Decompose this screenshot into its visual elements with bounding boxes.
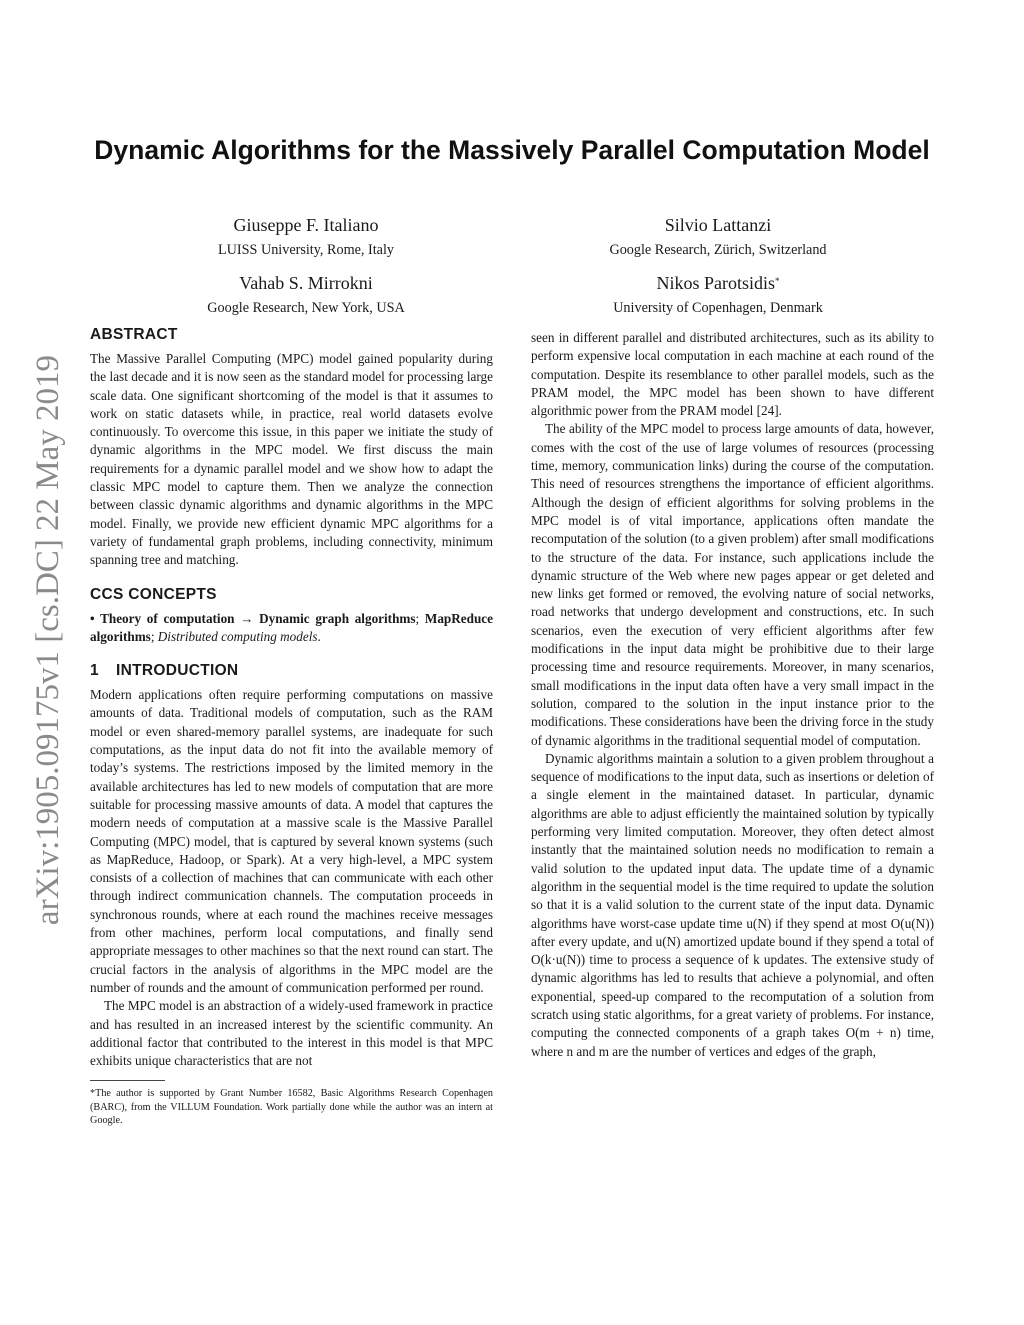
author-name [553, 272, 883, 294]
left-column [90, 325, 493, 1128]
right-column [531, 329, 934, 1061]
ccs-concept: MapReduce algorithms [90, 610, 494, 644]
author-block [141, 272, 471, 318]
author-affiliation: Google Research, New York, USA [207, 300, 405, 316]
author-affiliation: Google Research, Zürich, Switzerland [609, 242, 827, 258]
author-name: Silvio Lattanzi [664, 215, 772, 235]
author-block [553, 272, 883, 318]
ccs-bullet: • [90, 610, 95, 626]
section-number: 1 [90, 662, 99, 680]
ccs-separator: ; [150, 628, 155, 644]
body-paragraph: The MPC model is an abstraction of a widely-used framework in practice and has resulted in an increased interest by the scientific community. An additional factor that contributed to the interest in this model is that MPC exhibits unique characteristics that are not [90, 998, 493, 1069]
author-block [553, 214, 883, 260]
author-block [141, 214, 471, 260]
author-affiliation: University of Copenhagen, Denmark [613, 300, 823, 316]
body-paragraph: seen in different parallel and distributed architectures, such as its ability to perform expensive local computation in each machine at each round of the computation. Despite its resemblance to other parallel models, such as the PRAM model, the MPC model has been shown to have different algorithmic power from the PRAM model [24]. [531, 330, 934, 419]
footnote-divider [90, 1080, 165, 1081]
paper-title: Dynamic Algorithms for the Massively Parallel Computation Model [94, 135, 930, 165]
author-name: Vahab S. Mirrokni [239, 273, 373, 293]
author-affiliation: LUISS University, Rome, Italy [217, 242, 394, 258]
author-name: Giuseppe F. Italiano [233, 215, 379, 235]
ccs-end: . [317, 628, 321, 644]
body-paragraph: The ability of the MPC model to process large amounts of data, however, comes with the cost of the use of large volumes of resources (processing time, memory, communication links) during the course of the computation. This need of resources strengthens the importance of efficient algorithms. Although the design of efficient algorithms for solving problems in the MPC model is of vital importance, applications often mandate the recomputation of the solution (to a given problem) after small modifications to the structure of the data. For instance, such applications include the dynamic structure of the Web where new pages appear or get deleted and new links get formed or removed, the evolving nature of social networks, road networks that undergo development and constructions, etc. In such scenarios, even the execution of very efficient algorithms after few modifications in the input data might be prohibitive due to their large processing time and resource requirements. Moreover, in many scenarios, small modifications in the input data often have a very small impact in the solution, compared to the solution in the input instance prior to the modifications. These considerations have been the driving force in the study of dynamic algorithms in the traditional sequential model of computation. [531, 421, 934, 748]
body-paragraph: Dynamic algorithms maintain a solution to a given problem throughout a sequence of modifications to the input data, such as insertions or deletion of a single element in the maintained dataset. In particular, dynamic algorithms are able to adjust efficiently the maintained solution by typically performing very limited computation. Moreover, they often detect almost instantly that the maintained solution needs no modification to remain a valid solution to the updated input data. The update time of a dynamic algorithm in the sequential model is the time required to update the solution so that it is a valid solution to the current state of the input data. Dynamic algorithms have worst-case update time u(N) if they spend at most O(u(N)) after every update, and u(N) amortized update bound if they spend a total of O(k·u(N)) time to process a sequence of k updates. The extensive study of dynamic algorithms has led to results that achieve a polynomial, and often exponential, speed-up compared to the recomputation of a solution from scratch using static algorithms, for a great variety of problems. For instance, computing the connected components of a graph takes O(m + n) time, where n and m are the number of vertices and edges of the graph, [531, 750, 934, 1059]
ccs-concept: Dynamic graph algorithms [259, 610, 416, 626]
ccs-concept: Theory of computation [100, 610, 235, 626]
section-heading [90, 661, 493, 681]
abstract-heading: ABSTRACT [90, 326, 178, 343]
ccs-separator: ; [415, 610, 420, 626]
body-paragraph: Modern applications often require performing computations on massive amounts of data. Traditional models of computation, such as the RAM model or even shared-memory parallel systems, are inadequate for such computations, as the input data do not fit into the available memory of today’s systems. The restrictions imposed by the limited memory in the available architectures has led to new models of computation that are more suitable for processing massive amounts of data. A model that captures the modern needs of computation at a massive scale is the Massive Parallel Computing (MPC) model, that is captured by several known systems (such as MapReduce, Hadoop, or Spark). At a very high-level, a MPC system consists of a collection of machines that can communicate with each other through indirect communication channels. The computation proceeds in synchronous rounds, where at each round the machines receive messages from other machines, perform local computations, and finally send appropriate messages to other machines so that the next round can start. The crucial factors in the analysis of algorithms in the MPC model are the number of rounds and the amount of communication performed per round. [90, 687, 493, 995]
ccs-concepts [90, 610, 493, 647]
ccs-concept: Distributed computing models [157, 628, 318, 644]
section-title: INTRODUCTION [116, 662, 239, 680]
footnote-marker: * [775, 276, 780, 286]
arxiv-identifier-stamp: arXiv:1905.09175v1 [cs.DC] 22 May 2019 [30, 354, 66, 926]
abstract-text: The Massive Parallel Computing (MPC) model gained popularity during the last decade and it is now seen as the standard model for processing large scale data. One significant shortcoming of the model is that it assumes to work on static datasets while, in practice, real world datasets evolve continuously. To overcome this issue, in this paper we initiate the study of dynamic algorithms in the MPC model. We first discuss the main requirements for a dynamic parallel model and we show how to adapt the classic MPC model to capture them. Then we analyze the connection between classic dynamic algorithms and dynamic algorithms in the MPC model. Finally, we provide new efficient dynamic MPC algorithms for a variety of fundamental graph problems, including connectivity, minimum spanning tree and matching. [90, 351, 493, 568]
author-name-text: Nikos Parotsidis [656, 273, 775, 293]
ccs-heading: CCS CONCEPTS [90, 585, 217, 603]
ccs-arrow: → [240, 610, 254, 626]
footnote: *The author is supported by Grant Number 16582, Basic Algorithms Research Copenhagen (BARC), from the VILLUM Foundation. Work partially done while the author was an intern at Google. [90, 1088, 493, 1127]
